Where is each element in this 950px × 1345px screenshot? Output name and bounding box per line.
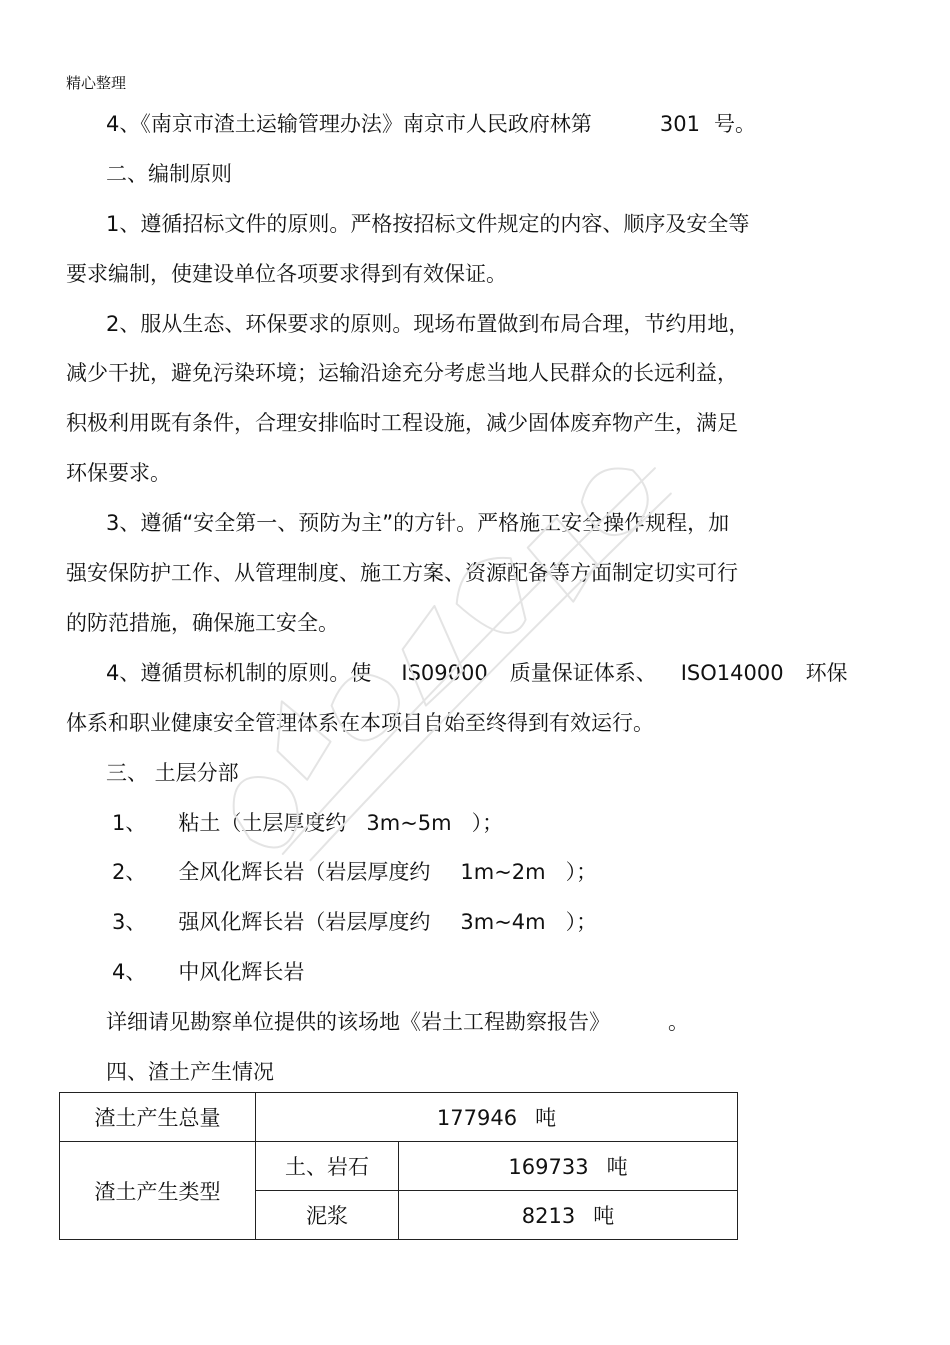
text-line: 减少干扰，避免污染环境；运输沿途充分考虑当地人民群众的长远利益，: [66, 361, 738, 385]
total-value-cell: 177946 吨: [256, 1093, 738, 1142]
text-line: 环保要求。: [66, 461, 171, 485]
text-line: 4、遵循贯标机制的原则。使 IS09000 质量保证体系、 ISO14000 环保: [106, 661, 848, 685]
text-line: 积极利用既有条件，合理安排临时工程设施，减少固体废弃物产生，满足: [66, 411, 738, 435]
text-line: 4、《南京市渣土运输管理办法》南京市人民政府林第 301 号。: [106, 112, 756, 136]
text-line: 强安保防护工作、从管理制度、施工方案、资源配备等方面制定切实可行: [66, 561, 738, 585]
section-heading: 四、渣土产生情况: [106, 1060, 274, 1084]
section-heading: 二、编制原则: [106, 162, 232, 186]
table-row: [60, 1142, 738, 1191]
page-header: 精心整理: [66, 74, 127, 92]
text-line: 要求编制，使建设单位各项要求得到有效保证。: [66, 262, 507, 286]
watermark-graphic: [130, 400, 830, 920]
text-line: 2、服从生态、环保要求的原则。现场布置做到布局合理，节约用地，: [106, 312, 750, 336]
list-item: 4、 中风化辉长岩: [112, 960, 305, 984]
table-row: [60, 1093, 738, 1142]
text-line: 体系和职业健康安全管理体系在本项目自始至终得到有效运行。: [66, 711, 654, 735]
text-line: 的防范措施，确保施工安全。: [66, 611, 339, 635]
list-item: 3、 强风化辉长岩（岩层厚度约 3m~4m ）；: [112, 910, 598, 934]
type-label-cell: 渣土产生类型: [60, 1142, 256, 1240]
type-value-cell: 169733 吨: [399, 1142, 738, 1191]
type-name-cell: 泥浆: [256, 1191, 399, 1240]
slag-table: [59, 1092, 738, 1240]
total-label-cell: 渣土产生总量: [60, 1093, 256, 1142]
text-line: 3、遵循“安全第一、预防为主”的方针。严格施工安全操作规程，加: [106, 511, 730, 535]
type-name-cell: 土、岩石: [256, 1142, 399, 1191]
type-value-cell: 8213 吨: [399, 1191, 738, 1240]
text-line: 详细请见勘察单位提供的该场地《岩土工程勘察报告》 。: [106, 1010, 689, 1034]
list-item: 1、 粘土（土层厚度约 3m~5m ）；: [112, 811, 504, 835]
list-item: 2、 全风化辉长岩（岩层厚度约 1m~2m ）；: [112, 860, 598, 884]
text-line: 1、遵循招标文件的原则。严格按招标文件规定的内容、顺序及安全等: [106, 212, 750, 236]
section-heading: 三、 土层分部: [106, 761, 239, 785]
